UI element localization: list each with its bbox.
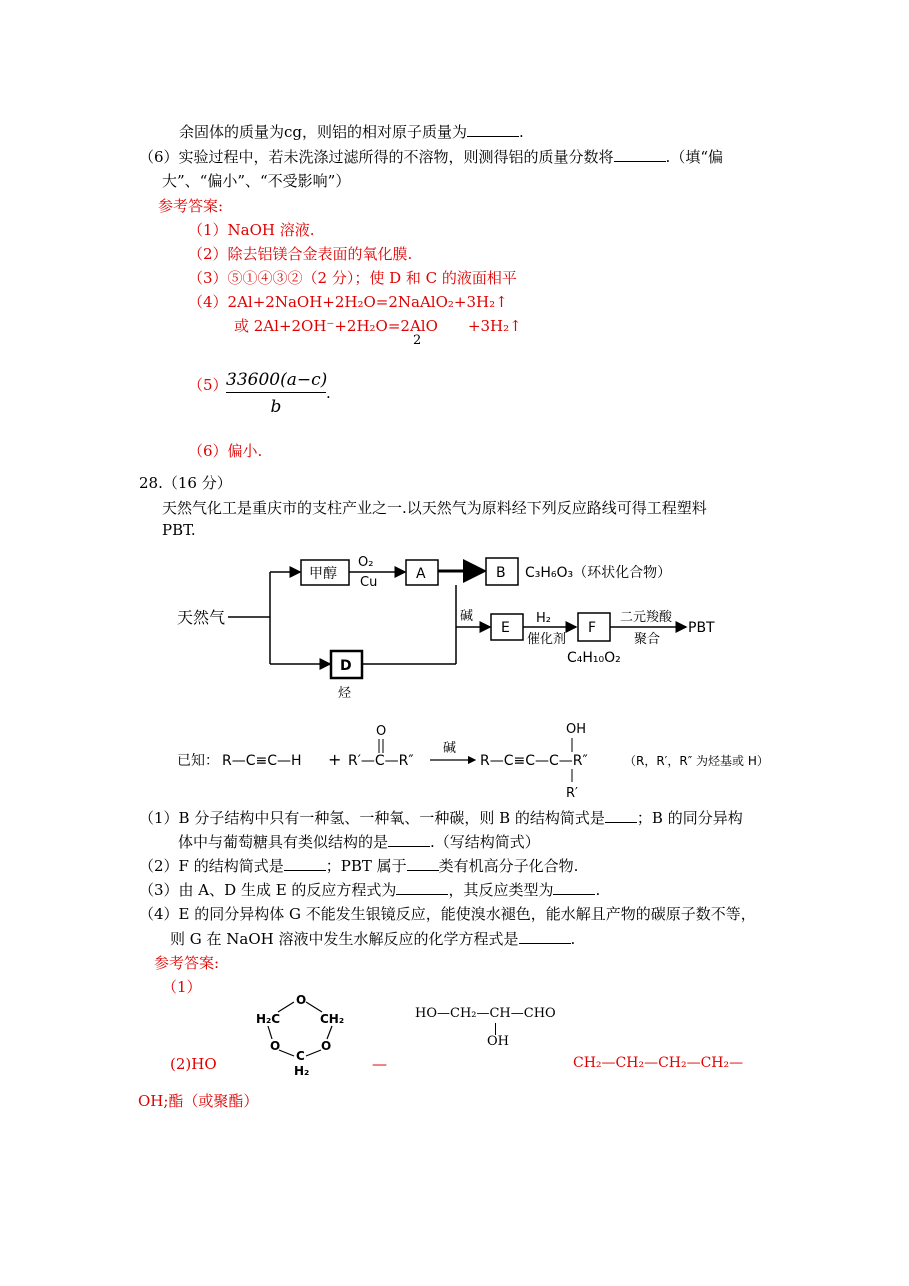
A-label: A [416, 566, 426, 582]
reagent-diacid: 二元羧酸 [620, 610, 673, 625]
answer-2-part-1: （1） [162, 978, 202, 996]
ring-bond [278, 1002, 294, 1012]
answer-blank [519, 929, 571, 944]
ring-bond [268, 1026, 272, 1039]
plus-sign: + [328, 750, 342, 769]
answer-blank [396, 880, 448, 895]
question-intro-2: PBT. [162, 521, 196, 539]
q3-line: （3）由 A、D 生成 E 的反应方程式为 ，其反应类型为 . [139, 881, 601, 899]
q4-line-1: （4）E 的同分异构体 G 不能发生银镜反应，能使溴水褪色，能水解且产物的碳原子数不等， [139, 905, 756, 923]
F-label: F [588, 620, 597, 636]
q2-line: （2）F 的结构简式是 ；PBT 属于 类有机高分子化合物. [139, 857, 579, 875]
answer-2: （2）除去铝镁合金表面的氧化膜. [188, 245, 413, 263]
E-label: E [501, 620, 510, 636]
q4-line-2: 则 G 在 NaOH 溶液中发生水解反应的化学方程式是 . [170, 930, 576, 948]
ring-bond [279, 1050, 294, 1056]
q1-line-1: （1）B 分子结构中只有一种氢、一种氧、一种碳，则 B 的结构简式是 ；B 的同分异构 [139, 809, 743, 827]
q1-line-2: 体中与葡萄糖具有类似结构的是 .（写结构简式） [178, 833, 540, 851]
known-product: R—C≡C—C—R″ [480, 753, 588, 769]
question-intro-1: 天然气化工是重庆市的支柱产业之一.以天然气为原料经下列反应路线可得工程塑料 [162, 499, 707, 517]
B-label: B [496, 565, 506, 581]
ring-o-left: O [270, 1039, 281, 1053]
D-note: 烃 [338, 686, 352, 701]
answer-blank [553, 880, 595, 895]
answer-1: （1）NaOH 溶液. [188, 221, 315, 239]
D-label: D [340, 658, 352, 674]
ring-h2c: H₂C [256, 1012, 281, 1026]
carbonyl-reactant: R′—C—R″ [348, 753, 414, 769]
answer-4: （4）2Al+2NaOH+2H₂O=2NaAlO₂+3H₂↑ [188, 293, 508, 311]
ring-bond [306, 1050, 321, 1056]
answer-blank [467, 122, 519, 137]
answer-blank [284, 856, 326, 871]
condition-base: 碱 [443, 741, 457, 756]
ring-c-bottom: C [296, 1049, 305, 1063]
ring-o-right: O [321, 1039, 332, 1053]
product-oh: OH [566, 722, 587, 737]
fraction-numerator: 33600(a−c) [226, 370, 326, 393]
answer-5-fraction [226, 370, 326, 417]
reagent-catalyst: 催化剂 [527, 632, 567, 647]
known-reaction [0, 715, 909, 807]
methanol-label: 甲醇 [309, 566, 337, 582]
ring-ch2: CH₂ [320, 1012, 345, 1026]
line-2: （6）实验过程中，若未洗涤过滤所得的不溶物，则测得铝的质量分数将 .（填“偏 [139, 148, 723, 166]
answer-3: （3）⑤①④③②（2 分）；使 D 和 C 的液面相平 [188, 269, 517, 287]
answer-blank [605, 808, 637, 823]
line-1: 余固体的质量为cg，则铝的相对原子质量为 . [179, 123, 524, 141]
reagent-polymerize: 聚合 [634, 632, 661, 647]
isomer-structure: HO—CH₂—CH—CHO [415, 1006, 556, 1021]
answer-blank [388, 832, 430, 847]
trioxane-structure [240, 990, 360, 1082]
answer-blank [407, 856, 439, 871]
answer-4-subscript: 2 [413, 333, 422, 348]
answer-blank [614, 147, 666, 162]
known-note: （R，R′，R″ 为烃基或 H） [624, 754, 769, 768]
answer-2-part-2-start: (2)HO [170, 1055, 217, 1073]
known-label: 已知： [177, 753, 219, 769]
fraction-denominator: b [270, 397, 282, 417]
F-formula: C₄H₁₀O₂ [567, 650, 621, 666]
answer-4-ionic: 或 2Al+2OH⁻+2H₂O=2AlO +3H₂↑ [234, 317, 522, 335]
natural-gas-label: 天然气 [177, 608, 226, 627]
question-number: 28.（16 分） [139, 474, 232, 492]
answer-2-dash: — [372, 1055, 387, 1073]
product-r-prime: R′ [566, 786, 578, 801]
carbonyl-o: O [376, 724, 387, 739]
answer-heading: 参考答案: [158, 197, 224, 215]
ring-h2-bottom: H₂ [294, 1064, 310, 1078]
line-3: 大”、“偏小”、“不受影响”） [162, 172, 351, 190]
answer-6: （6）偏小. [188, 442, 263, 460]
ring-o-top: O [296, 993, 307, 1007]
PBT-label: PBT [688, 620, 715, 636]
answer-2-chain: CH₂—CH₂—CH₂—CH₂— [573, 1055, 744, 1071]
reaction-scheme [0, 545, 909, 710]
B-formula: C₃H₆O₃（环状化合物） [525, 565, 672, 581]
alkyne-reactant: R—C≡C—H [222, 753, 302, 769]
answer-2-last: OH;酯（或聚酯） [138, 1092, 259, 1110]
reagent-h2: H₂ [536, 611, 551, 626]
reagent-o2: O₂ [358, 555, 374, 570]
reagent-cu: Cu [360, 575, 378, 590]
ring-bond [306, 1002, 322, 1012]
isomer-oh: OH [487, 1034, 509, 1049]
answer-5-tail: . [326, 384, 331, 402]
answer-5-label: （5） [188, 376, 228, 394]
reagent-base: 碱 [460, 609, 474, 624]
answer-heading-2: 参考答案: [154, 954, 220, 972]
ring-bond [327, 1026, 332, 1039]
